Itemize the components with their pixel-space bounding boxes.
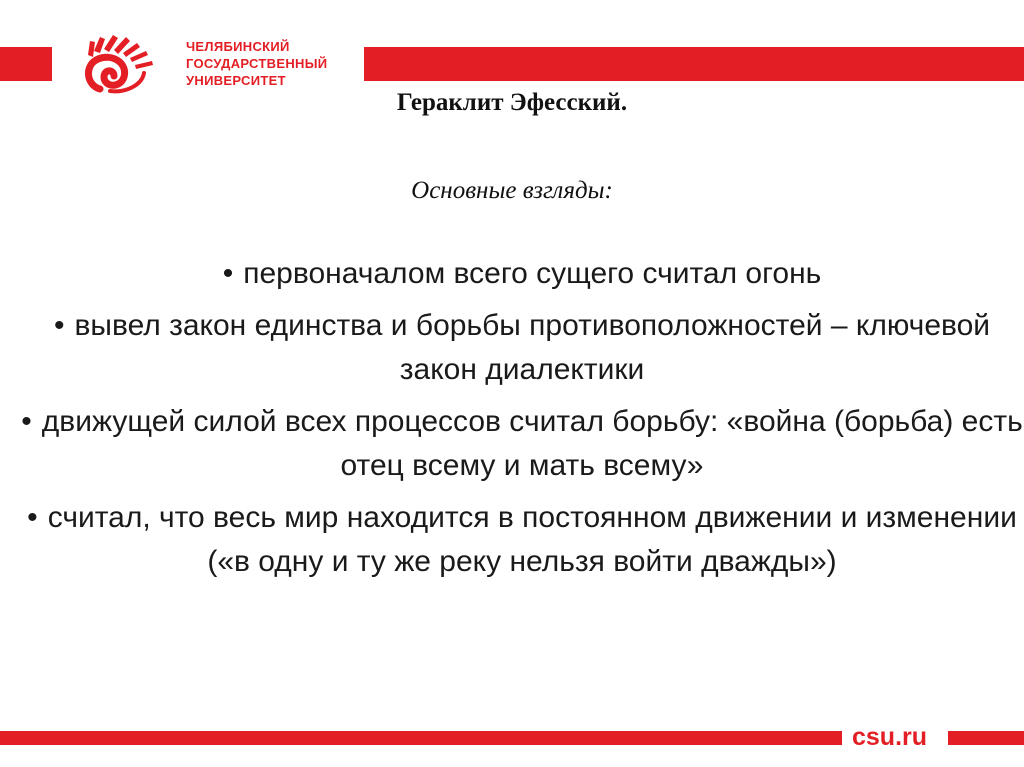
header-accent-bar-left xyxy=(0,47,52,81)
point-text: считал, что весь мир находится в постоянном движении и изменении («в одну и ту же реку нельзя войти дважды») xyxy=(47,501,1017,578)
slide-subtitle: Основные взгляды: xyxy=(411,177,613,204)
point-text: вывел закон единства и борьбы противоположностей – ключевой закон диалектики xyxy=(74,309,991,386)
bullet-icon: • xyxy=(222,257,234,290)
header-accent-bar-right xyxy=(364,47,1024,81)
bullet-icon: • xyxy=(53,309,65,342)
list-item xyxy=(20,400,1024,488)
slide-title: Гераклит Эфесский. xyxy=(396,89,628,116)
footer-accent-bar-right xyxy=(948,731,1024,745)
bullet-icon: • xyxy=(27,501,38,534)
list-item xyxy=(20,304,1024,392)
university-name xyxy=(186,38,327,89)
university-name-line: УНИВЕРСИТЕТ xyxy=(186,73,286,88)
university-name-line: ЧЕЛЯБИНСКИЙ xyxy=(186,39,290,54)
footer-accent-bar-left xyxy=(0,731,842,745)
list-item xyxy=(20,496,1024,584)
footer-site-link[interactable]: csu.ru xyxy=(852,723,928,751)
list-item xyxy=(20,252,1024,296)
point-text: движущей силой всех процессов считал борьбу: «война (борьба) есть отец всему и мать всему» xyxy=(41,405,1023,482)
point-text: первоначалом всего сущего считал огонь xyxy=(243,257,822,290)
university-name-line: ГОСУДАРСТВЕННЫЙ xyxy=(186,56,328,71)
bullet-icon: • xyxy=(21,405,32,438)
key-views-list xyxy=(20,252,1024,592)
